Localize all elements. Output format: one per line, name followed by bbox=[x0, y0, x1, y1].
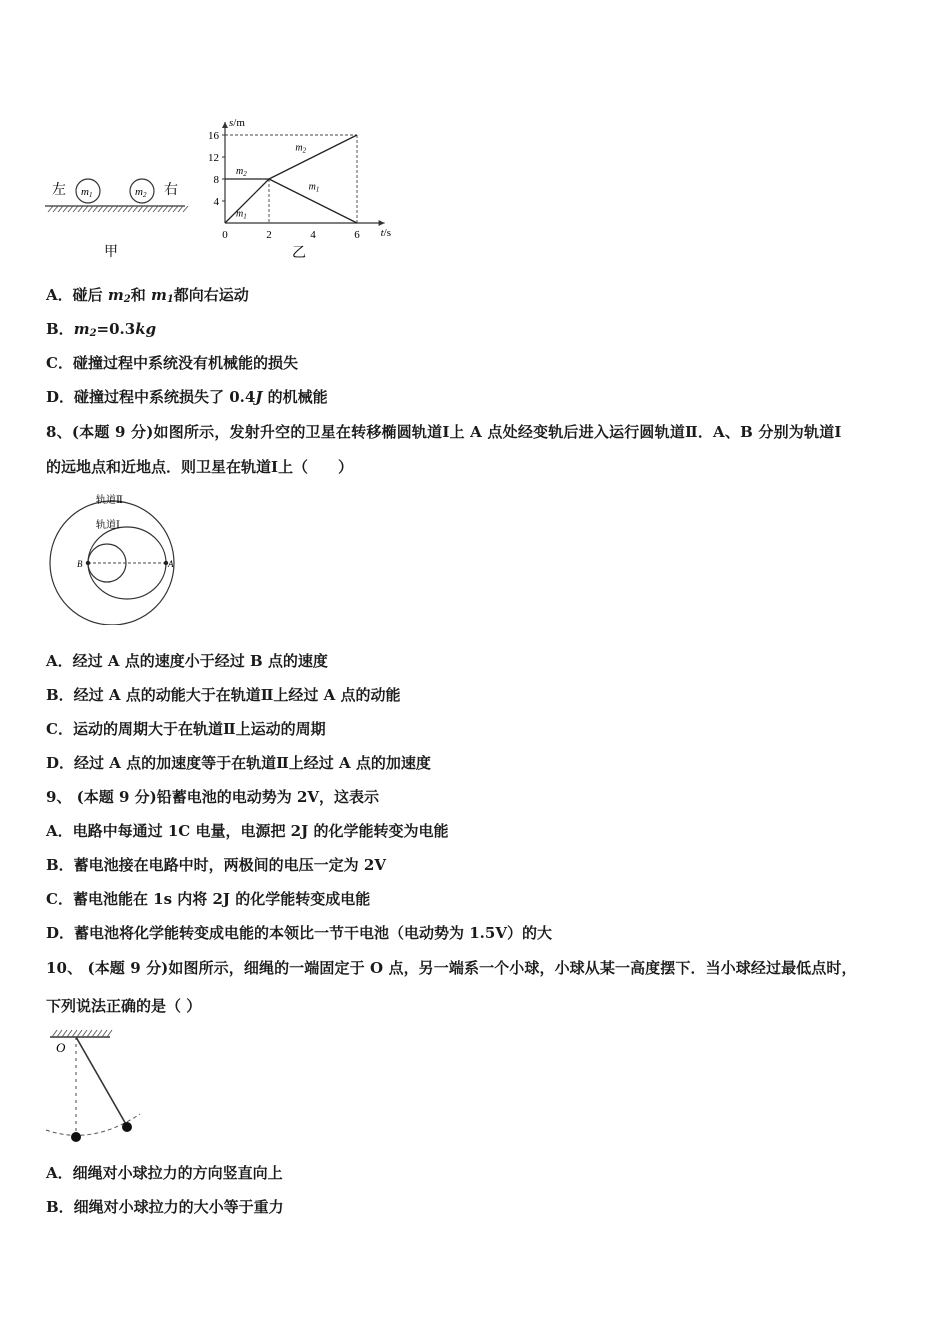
caption-jia: 甲 bbox=[104, 245, 118, 260]
ball-m1-label: m1 bbox=[81, 186, 93, 199]
label-o: O bbox=[56, 1040, 66, 1055]
label-orbit-1: 轨道Ⅰ bbox=[96, 520, 120, 531]
x-tick-label: 2 bbox=[266, 229, 272, 241]
label-m1-after: $m_1$ bbox=[308, 181, 320, 194]
q9-stem: 9、 (本题 9 分)铅蓄电池的电动势为 2V，这表示 bbox=[46, 788, 380, 806]
q8-stem-line2: 的远地点和近地点．则卫星在轨道Ⅰ上（ ） bbox=[46, 458, 354, 476]
figure-yi bbox=[205, 95, 405, 265]
label-m2-after: $m_2$ bbox=[295, 142, 307, 155]
series-line bbox=[269, 135, 357, 179]
x-tick-label: 4 bbox=[310, 229, 316, 241]
ceiling-hatch bbox=[52, 1030, 112, 1037]
ground-hatch bbox=[48, 206, 188, 212]
q10-option-b: B．细绳对小球拉力的大小等于重力 bbox=[46, 1198, 284, 1216]
q8-option-c: C．运动的周期大于在轨道Ⅱ上运动的周期 bbox=[46, 720, 326, 738]
ball-bottom bbox=[71, 1132, 81, 1142]
figure-pendulum bbox=[44, 1022, 149, 1147]
y-tick-label: 4 bbox=[213, 196, 219, 208]
series-line bbox=[225, 179, 269, 223]
q9-option-d: D．蓄电池将化学能转变成电能的本领比一节干电池（电动势为 1.5V）的大 bbox=[46, 924, 552, 942]
figure-jia bbox=[40, 170, 190, 270]
q7-option-b: B．$m_2=0.3kg$ bbox=[46, 320, 157, 339]
x-axis-arrow bbox=[379, 220, 385, 226]
q10-option-a: A．细绳对小球拉力的方向竖直向上 bbox=[46, 1164, 283, 1182]
label-right: 右 bbox=[164, 183, 178, 198]
label-a: A bbox=[168, 559, 174, 569]
y-tick-label: 12 bbox=[208, 152, 219, 164]
q8-option-a: A．经过 A 点的速度小于经过 B 点的速度 bbox=[46, 652, 328, 670]
q8-option-d: D．经过 A 点的加速度等于在轨道Ⅱ上经过 A 点的加速度 bbox=[46, 754, 431, 772]
q9-option-a: A．电路中每通过 1C 电量，电源把 2J 的化学能转变为电能 bbox=[46, 822, 449, 840]
q9-option-c: C．蓄电池能在 1s 内将 2J 的化学能转变成电能 bbox=[46, 890, 371, 908]
label-b: B bbox=[77, 559, 83, 569]
caption-yi: 乙 bbox=[292, 246, 306, 261]
label-m1-before: $m_1$ bbox=[236, 208, 247, 221]
x-tick-label: 0 bbox=[222, 229, 228, 241]
q9-option-b: B．蓄电池接在电路中时，两极间的电压一定为 2V bbox=[46, 856, 386, 874]
ball-swing bbox=[122, 1122, 132, 1132]
rope bbox=[76, 1037, 127, 1126]
q10-stem-line1: 10、 (本题 9 分)如图所示，细绳的一端固定于 O 点，另一端系一个小球，小球从某一高度摆下．当小球经过最低点时， bbox=[46, 959, 857, 977]
y-axis-arrow bbox=[222, 122, 228, 128]
q8-stem-line1: 8、(本题 9 分)如图所示，发射升空的卫星在转移椭圆轨道Ⅰ上 A 点处经变轨后进入运行圆轨道Ⅱ．A、B 分别为轨道Ⅰ bbox=[46, 423, 842, 441]
q10-stem-line2: 下列说法正确的是（ ） bbox=[46, 997, 202, 1015]
label-orbit-2: 轨道Ⅱ bbox=[96, 495, 123, 506]
q7-option-c: C．碰撞过程中系统没有机械能的损失 bbox=[46, 354, 298, 372]
y-tick-label: 16 bbox=[208, 130, 219, 142]
y-tick-label: 8 bbox=[213, 174, 219, 186]
x-axis-label: t/s bbox=[380, 227, 392, 239]
point-b bbox=[86, 561, 90, 565]
x-tick-label: 6 bbox=[354, 229, 360, 241]
figure-orbits bbox=[46, 490, 176, 625]
y-axis-label: s/m bbox=[229, 117, 245, 129]
label-left: 左 bbox=[52, 183, 66, 198]
q7-option-d: D．碰撞过程中系统损失了 0.4J 的机械能 bbox=[46, 388, 328, 406]
ball-m2-label: m2 bbox=[135, 186, 147, 199]
label-m2-before: $m_2$ bbox=[236, 166, 247, 179]
q7-option-a: A．碰后 $m_2$和 $m_1$都向右运动 bbox=[46, 286, 249, 305]
q8-option-b: B．经过 A 点的动能大于在轨道Ⅱ上经过 A 点的动能 bbox=[46, 686, 401, 704]
